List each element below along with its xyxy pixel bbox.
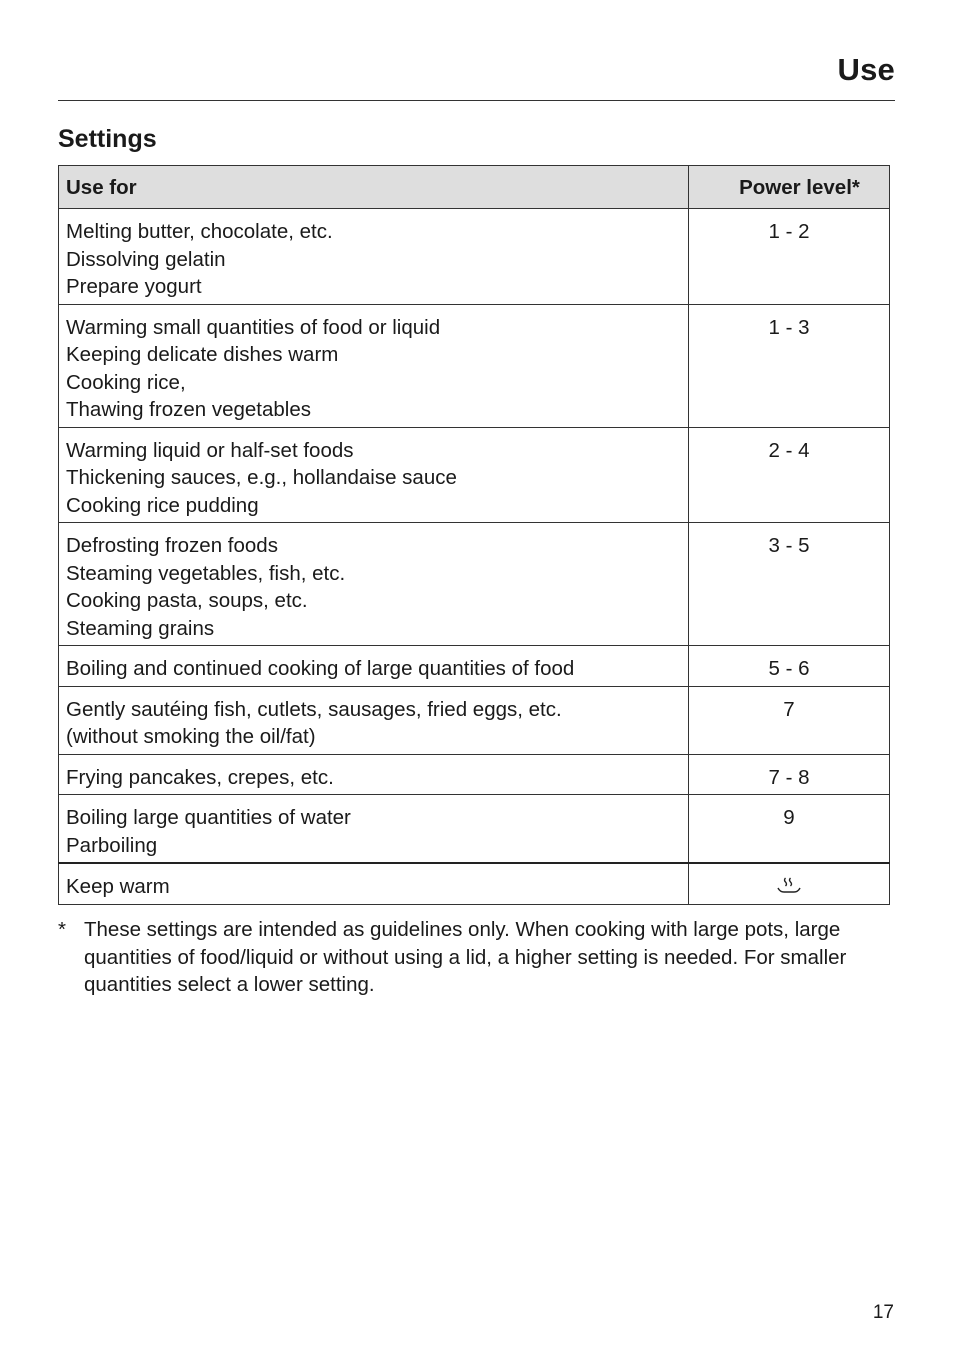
power-level-cell: 7: [689, 686, 890, 754]
power-level-cell: 1 - 3: [689, 304, 890, 427]
use-for-cell: [59, 523, 689, 646]
power-level-cell: [689, 863, 890, 904]
use-for-line: Gently sautéing fish, cutlets, sausages, fried eggs, etc.: [66, 697, 562, 721]
power-level-cell: 5 - 6: [689, 646, 890, 687]
use-for-line: Cooking rice,: [66, 370, 186, 394]
use-for-cell: [59, 304, 689, 427]
power-level-cell: 2 - 4: [689, 427, 890, 523]
use-for-line: Warming small quantities of food or liquid: [66, 315, 441, 339]
use-for-line: Melting butter, chocolate, etc.: [66, 220, 333, 243]
use-for-cell: [59, 754, 689, 795]
use-for-line: Prepare yogurt: [66, 275, 202, 298]
use-for-line: Steaming vegetables, fish, etc.: [66, 561, 346, 585]
page-number: 17: [872, 1302, 894, 1323]
use-for-line: Defrosting frozen foods: [66, 534, 278, 557]
table-row: [59, 523, 890, 646]
settings-table: [58, 165, 890, 905]
power-level-cell: 1 - 2: [689, 209, 890, 305]
section-title: Use: [837, 52, 895, 87]
footnote: [58, 916, 888, 999]
use-for-line: Steaming grains: [66, 616, 215, 640]
table-row: [59, 209, 890, 305]
use-for-cell: [59, 427, 689, 523]
column-header-use-for: Use for: [59, 166, 689, 209]
page-header: [58, 50, 895, 101]
footnote-marker: *: [58, 918, 66, 941]
table-row: [59, 686, 890, 754]
use-for-cell: [59, 863, 689, 904]
use-for-line: Keep warm: [66, 875, 170, 898]
use-for-line: Cooking pasta, soups, etc.: [66, 589, 308, 612]
table-row: [59, 304, 890, 427]
use-for-line: (without smoking the oil/fat): [66, 725, 316, 748]
table-header-row: [59, 166, 890, 209]
use-for-cell: [59, 795, 689, 864]
use-for-cell: [59, 646, 689, 687]
use-for-line: Keeping delicate dishes warm: [66, 343, 339, 366]
power-level-cell: 3 - 5: [689, 523, 890, 646]
table-row: [59, 795, 890, 864]
table-row: [59, 754, 890, 795]
use-for-cell: [59, 209, 689, 305]
use-for-line: Boiling and continued cooking of large quantities of food: [66, 657, 575, 680]
column-header-power-level: Power level*: [689, 166, 890, 209]
use-for-line: Warming liquid or half-set foods: [66, 438, 354, 462]
use-for-line: Thickening sauces, e.g., hollandaise sauce: [66, 466, 457, 489]
use-for-line: Cooking rice pudding: [66, 493, 259, 517]
use-for-line: Frying pancakes, crepes, etc.: [66, 765, 334, 789]
keep-warm-icon: [774, 875, 804, 897]
power-level-cell: 7 - 8: [689, 754, 890, 795]
table-row: [59, 427, 890, 523]
use-for-cell: [59, 686, 689, 754]
use-for-line: Dissolving gelatin: [66, 247, 226, 271]
table-row: [59, 863, 890, 904]
use-for-line: Boiling large quantities of water: [66, 806, 351, 829]
power-level-cell: 9: [689, 795, 890, 864]
footnote-text: These settings are intended as guidelines only. When cooking with large pots, large quantities of food/liquid or without using a lid, a higher setting is needed. For smaller quantities select a lower setting.: [84, 918, 847, 996]
use-for-line: Thawing frozen vegetables: [66, 398, 312, 421]
table-row: [59, 646, 890, 687]
use-for-line: Parboiling: [66, 833, 158, 857]
settings-heading: Settings: [58, 125, 157, 153]
